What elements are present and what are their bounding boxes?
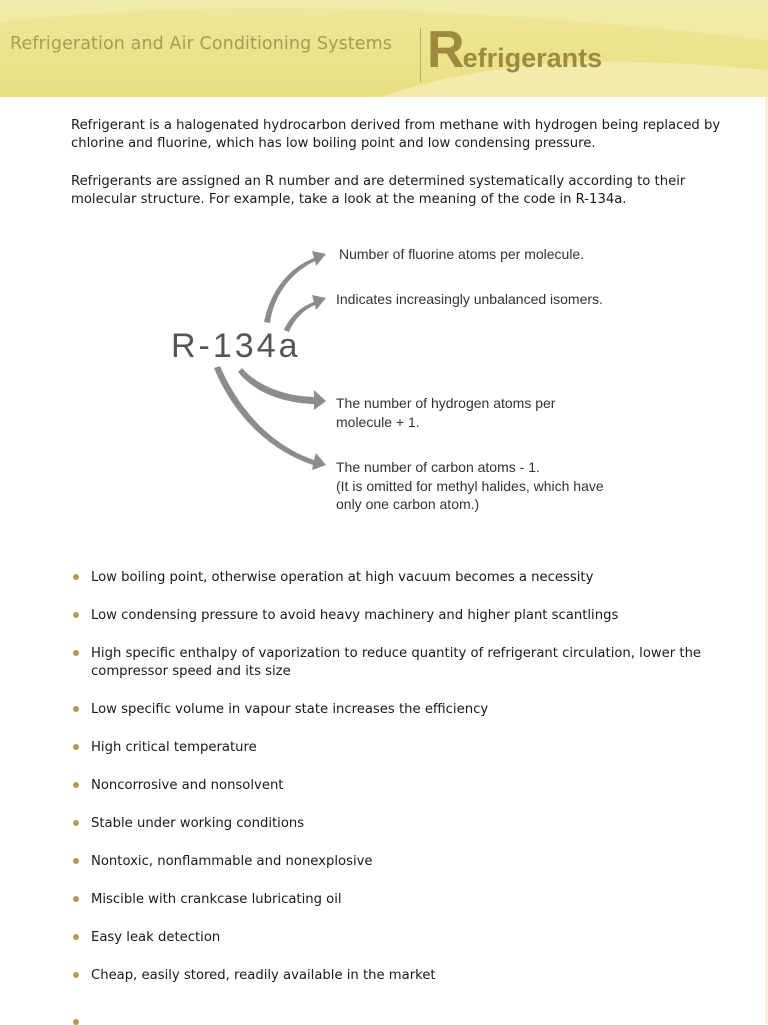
list-item: Noncorrosive and nonsolvent	[71, 777, 731, 795]
page-header	[0, 0, 768, 97]
intro-paragraph: Refrigerant is a halogenated hydrocarbon derived from methane with hydrogen being replaced by chlorine and fluorine, which has low boiling point and low condensing pressure.	[71, 118, 721, 151]
list-item: High critical temperature	[71, 739, 731, 757]
annotation-carbon	[336, 458, 606, 514]
annotation-fluorine: Number of fluorine atoms per molecule.	[339, 246, 585, 262]
header-divider	[420, 28, 421, 82]
arrow-hydrogen	[238, 368, 326, 410]
refrigerant-code: R-134a	[171, 327, 301, 365]
section-title-rest: efrigerants	[462, 43, 603, 73]
bullet-icon	[73, 706, 79, 712]
list-item: Nontoxic, nonflammable and nonexplosive	[71, 853, 731, 871]
bullet-icon	[73, 744, 79, 750]
bullet-icon-cutoff	[73, 1019, 79, 1025]
annotation-hydrogen: The number of hydrogen atoms per molecule + 1.	[336, 395, 556, 430]
list-item: Low specific volume in vapour state increases the efficiency	[71, 701, 731, 719]
bullet-icon	[73, 820, 79, 826]
annotation-carbon-note: (It is omitted for methyl halides, which have only one carbon atom.)	[336, 477, 604, 512]
bullet-icon	[73, 574, 79, 580]
list-item: High specific enthalpy of vaporization to reduce quantity of refrigerant circulation, lower the compressor speed and its size	[71, 645, 731, 681]
section-title	[427, 21, 603, 79]
course-title: Refrigeration and Air Conditioning Systems	[10, 34, 393, 54]
refrigerant-properties-list	[71, 569, 731, 985]
bullet-icon	[73, 934, 79, 940]
bullet-icon	[73, 612, 79, 618]
list-item: Stable under working conditions	[71, 815, 731, 833]
list-item: Low boiling point, otherwise operation at high vacuum becomes a necessity	[71, 569, 731, 587]
bullet-icon	[73, 650, 79, 656]
list-item: Easy leak detection	[71, 929, 731, 947]
annotation-carbon-main: The number of carbon atoms - 1.	[336, 459, 540, 475]
arrow-carbon	[214, 366, 326, 470]
bullet-icon	[73, 858, 79, 864]
list-item: Low condensing pressure to avoid heavy machinery and higher plant scantlings	[71, 607, 731, 625]
bullet-icon	[73, 972, 79, 978]
arrow-fluorine	[264, 251, 326, 323]
bullet-icon	[73, 896, 79, 902]
annotation-isomers: Indicates increasingly unbalanced isomers.	[336, 291, 603, 307]
section-title-initial: R	[427, 21, 465, 79]
r-code-diagram	[0, 230, 768, 530]
r-number-paragraph: Refrigerants are assigned an R number and are determined systematically according to their molecular structure. For example, take a look at the meaning of the code in R-134a.	[71, 174, 686, 207]
list-item: Miscible with crankcase lubricating oil	[71, 891, 731, 909]
bullet-icon	[73, 782, 79, 788]
list-item: Cheap, easily stored, readily available in the market	[71, 967, 731, 985]
